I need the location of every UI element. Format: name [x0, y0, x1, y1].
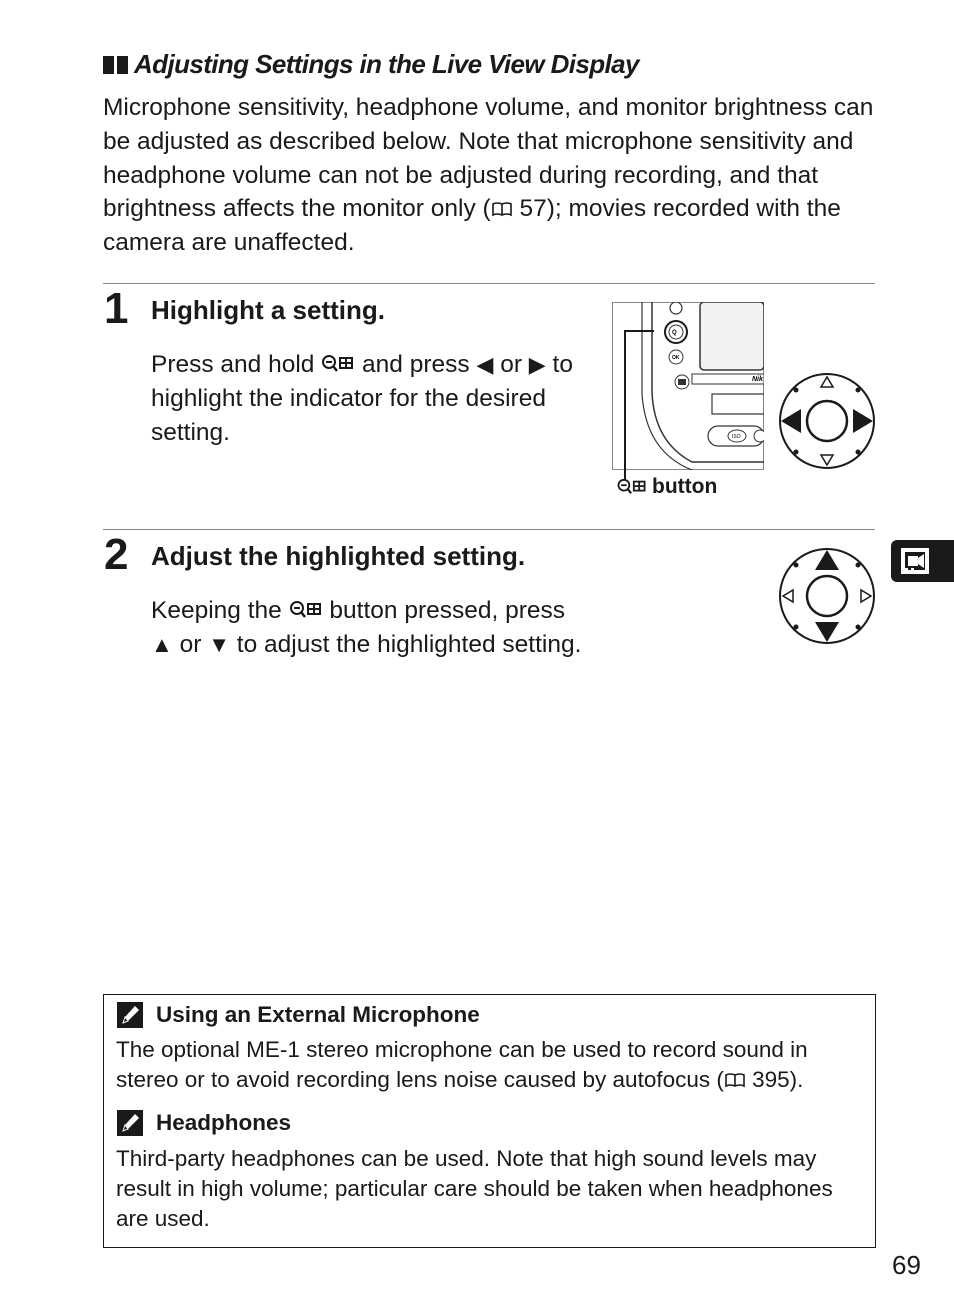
- iso-button-label: ISO: [732, 434, 741, 440]
- button-leader-line-horizontal: [624, 330, 654, 332]
- zoom-out-thumbnail-icon: [321, 354, 355, 374]
- multi-selector-up-down-icon: [777, 546, 877, 646]
- section-title: Adjusting Settings in the Live View Display: [134, 49, 639, 79]
- multi-selector-left-right-icon: [777, 371, 877, 471]
- note-heading: [116, 1001, 480, 1029]
- zoom-out-thumbnail-icon: [289, 600, 323, 620]
- ok-button-label: OK: [672, 355, 680, 361]
- pencil-note-icon: [116, 1001, 144, 1029]
- step-2-number: 2: [104, 530, 129, 579]
- notes-box: [103, 994, 876, 1248]
- divider: [103, 283, 875, 284]
- step-1-number: 1: [104, 284, 129, 333]
- book-reference-icon: [491, 201, 513, 217]
- zoom-out-thumbnail-icon: [616, 478, 648, 496]
- step-1-title: Highlight a setting.: [151, 295, 385, 325]
- intro-text-2: ); movies recorded with the camera are unaffected.: [103, 195, 841, 257]
- intro-paragraph: [103, 91, 878, 260]
- intro-text-1: Microphone sensitivity, headphone volume, and monitor brightness can be adjusted as described below. Note that microphone sensitivity and headphone volume can not be adjusted during recording, and that brightness affects the monitor only (: [103, 94, 874, 223]
- note-heading: [116, 1109, 291, 1137]
- double-square-marker-icon: [103, 55, 129, 75]
- camera-back-illustration: [612, 302, 764, 470]
- movie-chapter-tab: [891, 540, 954, 582]
- step-2-title: Adjust the highlighted setting.: [151, 541, 526, 571]
- pencil-note-icon: [116, 1109, 144, 1137]
- page-number: 69: [892, 1250, 921, 1280]
- button-caption: [616, 475, 717, 499]
- down-arrow-glyph: ▼: [208, 631, 230, 657]
- note-title: Using an External Microphone: [156, 1002, 480, 1027]
- button-caption-label: button: [652, 475, 718, 498]
- button-leader-line: [624, 330, 626, 480]
- right-arrow-glyph: ▶: [528, 352, 546, 377]
- book-reference-icon: [724, 1072, 746, 1088]
- up-arrow-glyph: ▲: [151, 631, 173, 657]
- svg-text:Q: Q: [672, 330, 677, 336]
- note-text: Third-party headphones can be used. Note that high sound levels may result in high volume; particular care should be taken when headphones are used.: [116, 1146, 833, 1231]
- section-heading: [103, 49, 639, 80]
- movie-camera-icon: [899, 546, 931, 576]
- note-title: Headphones: [156, 1110, 292, 1135]
- note-text: The optional ME-1 stereo microphone can be used to record sound in stereo or to avoid recording lens noise caused by autofocus ( 395).: [116, 1037, 808, 1092]
- brand-label: Nik: [752, 376, 763, 383]
- divider: [103, 529, 875, 530]
- step-2-body: Keeping the button pressed, press ▲ or ▼ to adjust the highlighted setting.: [151, 597, 582, 658]
- left-arrow-glyph: ◀: [476, 352, 494, 377]
- step-1-body: Press and hold and press ◀ or ▶ to highlight the indicator for the desired setting.: [151, 351, 573, 446]
- intro-page-ref: 57: [512, 195, 547, 223]
